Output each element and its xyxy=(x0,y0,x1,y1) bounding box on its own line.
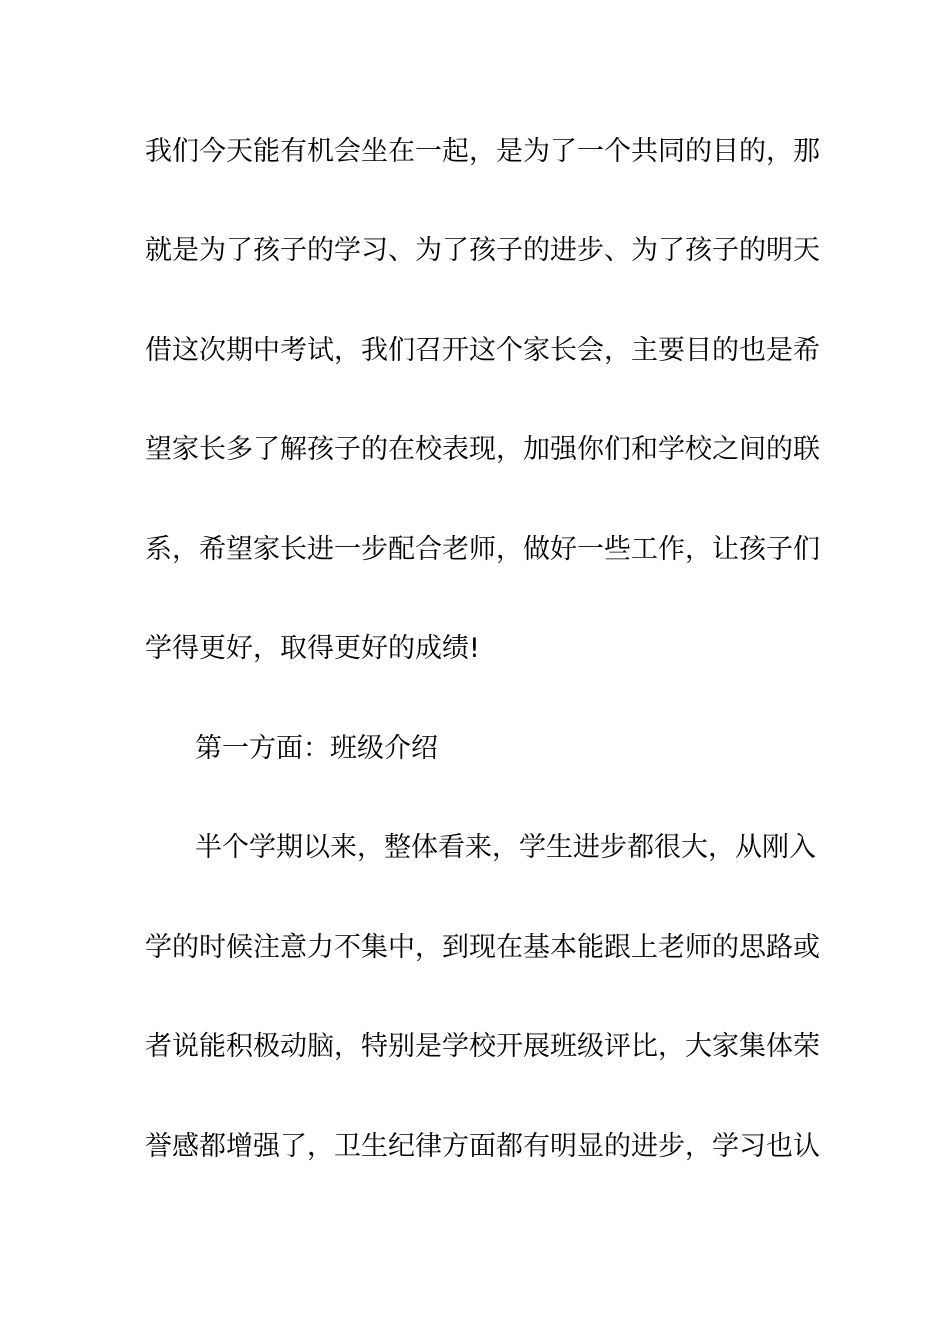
section-heading: 第一方面：班级介绍 xyxy=(195,733,438,764)
text-line: 借这次期中考试，我们召开这个家长会，主要目的也是希 xyxy=(145,335,820,366)
text-line: 学得更好，取得更好的成绩! xyxy=(145,633,480,664)
text-line: 誉感都增强了，卫生纪律方面都有明显的进步，学习也认 xyxy=(145,1131,820,1162)
text-line: 就是为了孩子的学习、为了孩子的进步、为了孩子的明天 xyxy=(145,235,820,266)
text-line: 系，希望家长进一步配合老师，做好一些工作，让孩子们 xyxy=(145,534,820,565)
text-line: 半个学期以来，整体看来，学生进步都很大，从刚入 xyxy=(195,832,816,863)
text-line: 者说能积极动脑，特别是学校开展班级评比，大家集体荣 xyxy=(145,1031,820,1062)
text-line: 学的时候注意力不集中，到现在基本能跟上老师的思路或 xyxy=(145,932,820,963)
text-line: 我们今天能有机会坐在一起，是为了一个共同的目的，那 xyxy=(145,136,820,167)
text-line: 望家长多了解孩子的在校表现，加强你们和学校之间的联 xyxy=(145,434,820,465)
